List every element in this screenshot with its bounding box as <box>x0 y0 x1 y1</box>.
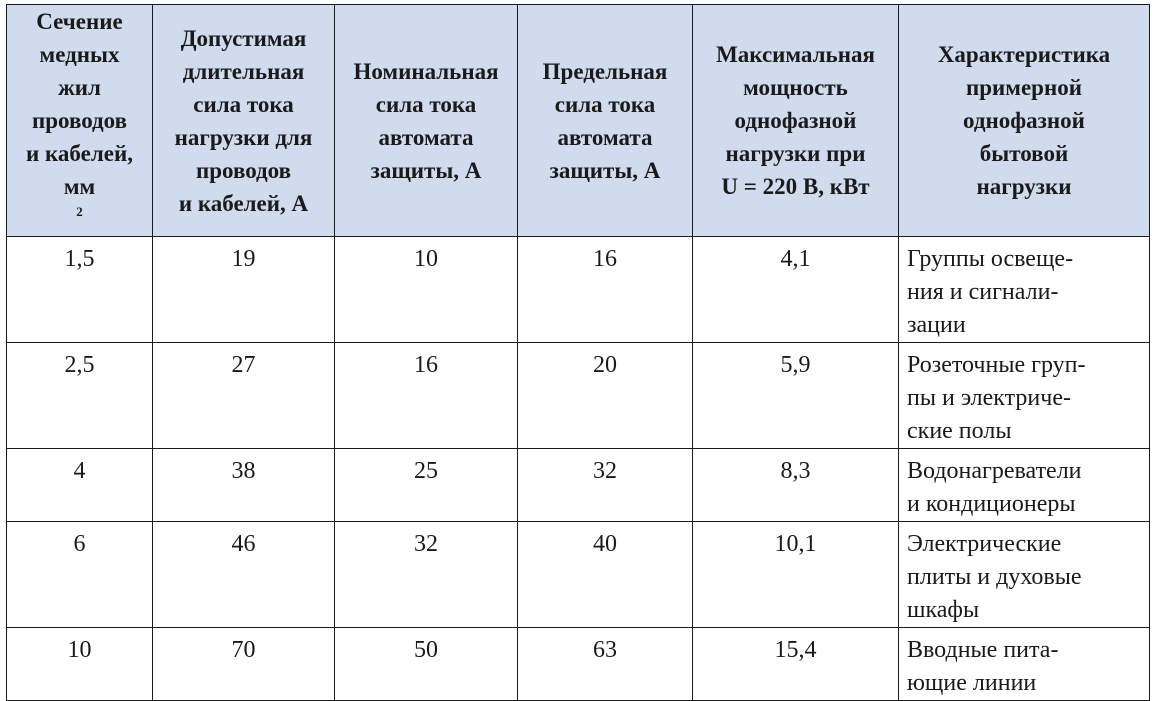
cell-limit-current: 63 <box>518 628 693 701</box>
cell-nominal-current: 16 <box>335 343 518 449</box>
cell-continuous-current: 27 <box>153 343 335 449</box>
cell-cross-section: 4 <box>7 449 153 522</box>
cell-continuous-current: 70 <box>153 628 335 701</box>
header-limit-current: Предельная сила тока автомата защиты, А <box>518 5 693 237</box>
cell-limit-current: 32 <box>518 449 693 522</box>
cell-continuous-current: 38 <box>153 449 335 522</box>
table-row <box>7 237 1150 343</box>
table-row <box>7 628 1150 701</box>
cable-current-table <box>6 4 1150 701</box>
cell-nominal-current: 50 <box>335 628 518 701</box>
header-superscript: 2 <box>76 204 83 219</box>
cell-nominal-current: 25 <box>335 449 518 522</box>
cell-nominal-current: 32 <box>335 522 518 628</box>
header-continuous-current: Допустимая длительная сила тока нагрузки для проводов и кабелей, А <box>153 5 335 237</box>
table-row <box>7 522 1150 628</box>
cell-cross-section: 2,5 <box>7 343 153 449</box>
header-row <box>7 5 1150 237</box>
cell-limit-current: 20 <box>518 343 693 449</box>
cell-load-characteristic: Розеточные груп- пы и электриче- ские полы <box>899 343 1150 449</box>
cell-limit-current: 16 <box>518 237 693 343</box>
cell-load-characteristic: Электрические плиты и духовые шкафы <box>899 522 1150 628</box>
cell-nominal-current: 10 <box>335 237 518 343</box>
cell-load-characteristic: Группы освеще- ния и сигнали- зации <box>899 237 1150 343</box>
cell-cross-section: 6 <box>7 522 153 628</box>
header-nominal-current: Номинальная сила тока автомата защиты, А <box>335 5 518 237</box>
cell-max-power: 15,4 <box>693 628 899 701</box>
cell-max-power: 10,1 <box>693 522 899 628</box>
header-load-characteristic: Характеристика примерной однофазной бытовой нагрузки <box>899 5 1150 237</box>
table-row <box>7 343 1150 449</box>
cell-load-characteristic: Вводные пита- ющие линии <box>899 628 1150 701</box>
cell-continuous-current: 46 <box>153 522 335 628</box>
cell-continuous-current: 19 <box>153 237 335 343</box>
cell-limit-current: 40 <box>518 522 693 628</box>
cell-max-power: 4,1 <box>693 237 899 343</box>
cell-cross-section: 1,5 <box>7 237 153 343</box>
cell-load-characteristic: Водонагреватели и кондиционеры <box>899 449 1150 522</box>
cell-cross-section: 10 <box>7 628 153 701</box>
header-max-power: Максимальная мощность однофазной нагрузки при U = 220 В, кВт <box>693 5 899 237</box>
table-row <box>7 449 1150 522</box>
cell-max-power: 8,3 <box>693 449 899 522</box>
cell-max-power: 5,9 <box>693 343 899 449</box>
header-cross-section: Сечение медных жил проводов и кабелей, мм $^2$ <box>7 5 153 237</box>
